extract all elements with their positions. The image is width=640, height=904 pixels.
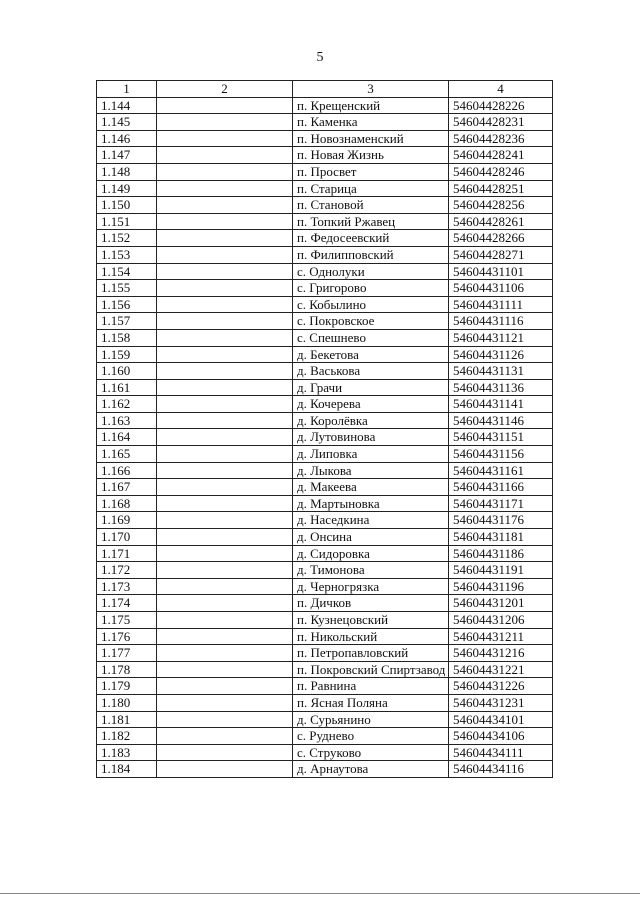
row-number-cell: 1.181 — [97, 711, 157, 728]
settlement-name-cell: д. Лутовинова — [293, 429, 449, 446]
column-header-4: 4 — [449, 81, 553, 98]
table-row — [97, 114, 553, 131]
page-bottom-rule — [0, 893, 640, 894]
empty-column-cell — [157, 280, 293, 297]
row-number-cell: 1.148 — [97, 163, 157, 180]
table-row — [97, 761, 553, 778]
table-row — [97, 645, 553, 662]
row-number-cell: 1.172 — [97, 562, 157, 579]
table-row — [97, 595, 553, 612]
column-header-3: 3 — [293, 81, 449, 98]
empty-column-cell — [157, 396, 293, 413]
row-number-cell: 1.171 — [97, 545, 157, 562]
row-number-cell: 1.173 — [97, 578, 157, 595]
row-number-cell: 1.179 — [97, 678, 157, 695]
empty-column-cell — [157, 114, 293, 131]
oktmo-code-cell: 54604431186 — [449, 545, 553, 562]
oktmo-code-cell: 54604431171 — [449, 495, 553, 512]
oktmo-code-cell: 54604428271 — [449, 246, 553, 263]
oktmo-code-cell: 54604431206 — [449, 612, 553, 629]
oktmo-code-cell: 54604431176 — [449, 512, 553, 529]
row-number-cell: 1.182 — [97, 728, 157, 745]
settlement-name-cell: д. Арнаутова — [293, 761, 449, 778]
row-number-cell: 1.174 — [97, 595, 157, 612]
settlement-name-cell: д. Бекетова — [293, 346, 449, 363]
empty-column-cell — [157, 363, 293, 380]
row-number-cell: 1.180 — [97, 694, 157, 711]
row-number-cell: 1.146 — [97, 130, 157, 147]
row-number-cell: 1.150 — [97, 197, 157, 214]
empty-column-cell — [157, 612, 293, 629]
table-row — [97, 329, 553, 346]
empty-column-cell — [157, 562, 293, 579]
settlement-name-cell: п. Каменка — [293, 114, 449, 131]
settlement-name-cell: с. Кобылино — [293, 296, 449, 313]
settlement-name-cell: п. Филипповский — [293, 246, 449, 263]
settlement-name-cell: с. Однолуки — [293, 263, 449, 280]
table-row — [97, 744, 553, 761]
settlement-name-cell: д. Сурьянино — [293, 711, 449, 728]
empty-column-cell — [157, 147, 293, 164]
settlement-name-cell: д. Тимонова — [293, 562, 449, 579]
settlement-name-cell: п. Новознаменский — [293, 130, 449, 147]
table-row — [97, 412, 553, 429]
empty-column-cell — [157, 479, 293, 496]
oktmo-code-cell: 54604431121 — [449, 329, 553, 346]
row-number-cell: 1.144 — [97, 97, 157, 114]
settlement-name-cell: п. Дичков — [293, 595, 449, 612]
table-row — [97, 246, 553, 263]
empty-column-cell — [157, 429, 293, 446]
row-number-cell: 1.167 — [97, 479, 157, 496]
settlement-name-cell: д. Васькова — [293, 363, 449, 380]
oktmo-code-cell: 54604428261 — [449, 213, 553, 230]
table-row — [97, 612, 553, 629]
table-row — [97, 213, 553, 230]
empty-column-cell — [157, 711, 293, 728]
row-number-cell: 1.170 — [97, 529, 157, 546]
settlement-name-cell: д. Черногрязка — [293, 578, 449, 595]
row-number-cell: 1.154 — [97, 263, 157, 280]
empty-column-cell — [157, 545, 293, 562]
table-row — [97, 512, 553, 529]
row-number-cell: 1.155 — [97, 280, 157, 297]
settlement-name-cell: д. Липовка — [293, 446, 449, 463]
settlement-name-cell: с. Спешнево — [293, 329, 449, 346]
empty-column-cell — [157, 512, 293, 529]
empty-column-cell — [157, 346, 293, 363]
settlement-name-cell: д. Мартыновка — [293, 495, 449, 512]
row-number-cell: 1.151 — [97, 213, 157, 230]
table-row — [97, 379, 553, 396]
row-number-cell: 1.163 — [97, 412, 157, 429]
table-row — [97, 396, 553, 413]
settlement-name-cell: п. Покровский Спиртзавод — [293, 661, 449, 678]
empty-column-cell — [157, 296, 293, 313]
oktmo-code-cell: 54604431216 — [449, 645, 553, 662]
empty-column-cell — [157, 97, 293, 114]
settlement-name-cell: п. Ясная Поляна — [293, 694, 449, 711]
oktmo-code-cell: 54604428251 — [449, 180, 553, 197]
table-row — [97, 678, 553, 695]
table-row — [97, 97, 553, 114]
oktmo-code-cell: 54604431211 — [449, 628, 553, 645]
row-number-cell: 1.178 — [97, 661, 157, 678]
empty-column-cell — [157, 645, 293, 662]
table-row — [97, 429, 553, 446]
row-number-cell: 1.184 — [97, 761, 157, 778]
settlement-name-cell: п. Федосеевский — [293, 230, 449, 247]
table-row — [97, 728, 553, 745]
settlement-name-cell: п. Старица — [293, 180, 449, 197]
oktmo-code-cell: 54604431136 — [449, 379, 553, 396]
settlement-name-cell: п. Кузнецовский — [293, 612, 449, 629]
table-body — [97, 97, 553, 777]
table-row — [97, 711, 553, 728]
row-number-cell: 1.158 — [97, 329, 157, 346]
empty-column-cell — [157, 263, 293, 280]
empty-column-cell — [157, 163, 293, 180]
oktmo-code-cell: 54604431196 — [449, 578, 553, 595]
row-number-cell: 1.175 — [97, 612, 157, 629]
table-row — [97, 545, 553, 562]
row-number-cell: 1.157 — [97, 313, 157, 330]
settlement-name-cell: п. Петропавловский — [293, 645, 449, 662]
table-row — [97, 197, 553, 214]
settlement-name-cell: с. Руднево — [293, 728, 449, 745]
oktmo-code-cell: 54604431111 — [449, 296, 553, 313]
table-row — [97, 446, 553, 463]
oktmo-code-cell: 54604431161 — [449, 462, 553, 479]
settlement-name-cell: д. Королёвка — [293, 412, 449, 429]
table-row — [97, 529, 553, 546]
row-number-cell: 1.176 — [97, 628, 157, 645]
oktmo-code-cell: 54604428241 — [449, 147, 553, 164]
empty-column-cell — [157, 578, 293, 595]
row-number-cell: 1.169 — [97, 512, 157, 529]
settlement-name-cell: с. Григорово — [293, 280, 449, 297]
row-number-cell: 1.149 — [97, 180, 157, 197]
row-number-cell: 1.153 — [97, 246, 157, 263]
empty-column-cell — [157, 130, 293, 147]
table-row — [97, 346, 553, 363]
row-number-cell: 1.183 — [97, 744, 157, 761]
oktmo-code-cell: 54604431141 — [449, 396, 553, 413]
row-number-cell: 1.166 — [97, 462, 157, 479]
empty-column-cell — [157, 313, 293, 330]
oktmo-code-cell: 54604431181 — [449, 529, 553, 546]
oktmo-code-cell: 54604431231 — [449, 694, 553, 711]
settlement-name-cell: д. Наседкина — [293, 512, 449, 529]
table-row — [97, 180, 553, 197]
settlement-name-cell: п. Равнина — [293, 678, 449, 695]
settlement-name-cell: п. Топкий Ржавец — [293, 213, 449, 230]
oktmo-code-cell: 54604431151 — [449, 429, 553, 446]
column-header-2: 2 — [157, 81, 293, 98]
empty-column-cell — [157, 412, 293, 429]
settlement-name-cell: с. Покровское — [293, 313, 449, 330]
empty-column-cell — [157, 529, 293, 546]
column-header-1: 1 — [97, 81, 157, 98]
table-row — [97, 628, 553, 645]
empty-column-cell — [157, 230, 293, 247]
row-number-cell: 1.160 — [97, 363, 157, 380]
oktmo-code-cell: 54604431221 — [449, 661, 553, 678]
table-row — [97, 462, 553, 479]
table-row — [97, 363, 553, 380]
empty-column-cell — [157, 180, 293, 197]
empty-column-cell — [157, 628, 293, 645]
empty-column-cell — [157, 678, 293, 695]
oktmo-code-cell: 54604428236 — [449, 130, 553, 147]
row-number-cell: 1.168 — [97, 495, 157, 512]
empty-column-cell — [157, 246, 293, 263]
oktmo-code-cell: 54604431116 — [449, 313, 553, 330]
oktmo-code-cell: 54604434111 — [449, 744, 553, 761]
row-number-cell: 1.145 — [97, 114, 157, 131]
row-number-cell: 1.177 — [97, 645, 157, 662]
table-header-row — [97, 81, 553, 98]
table-row — [97, 280, 553, 297]
oktmo-code-cell: 54604428231 — [449, 114, 553, 131]
oktmo-code-cell: 54604431101 — [449, 263, 553, 280]
oktmo-code-cell: 54604431191 — [449, 562, 553, 579]
settlement-codes-table — [96, 80, 553, 778]
settlement-name-cell: п. Крещенский — [293, 97, 449, 114]
empty-column-cell — [157, 595, 293, 612]
table-row — [97, 562, 553, 579]
empty-column-cell — [157, 761, 293, 778]
empty-column-cell — [157, 329, 293, 346]
settlement-name-cell: п. Новая Жизнь — [293, 147, 449, 164]
settlement-name-cell: п. Становой — [293, 197, 449, 214]
table-row — [97, 313, 553, 330]
table-row — [97, 163, 553, 180]
oktmo-code-cell: 54604431166 — [449, 479, 553, 496]
table-row — [97, 296, 553, 313]
table-row — [97, 147, 553, 164]
empty-column-cell — [157, 462, 293, 479]
row-number-cell: 1.152 — [97, 230, 157, 247]
table-row — [97, 479, 553, 496]
settlement-name-cell: д. Кочерева — [293, 396, 449, 413]
settlement-name-cell: д. Лыкова — [293, 462, 449, 479]
oktmo-code-cell: 54604431156 — [449, 446, 553, 463]
empty-column-cell — [157, 661, 293, 678]
page-number: 5 — [316, 50, 324, 65]
empty-column-cell — [157, 197, 293, 214]
empty-column-cell — [157, 495, 293, 512]
settlement-name-cell: п. Просвет — [293, 163, 449, 180]
oktmo-code-cell: 54604431226 — [449, 678, 553, 695]
settlement-name-cell: д. Онсина — [293, 529, 449, 546]
oktmo-code-cell: 54604431201 — [449, 595, 553, 612]
settlement-name-cell: д. Макеева — [293, 479, 449, 496]
table-row — [97, 263, 553, 280]
empty-column-cell — [157, 446, 293, 463]
row-number-cell: 1.165 — [97, 446, 157, 463]
table-row — [97, 495, 553, 512]
table-row — [97, 694, 553, 711]
oktmo-code-cell: 54604431146 — [449, 412, 553, 429]
empty-column-cell — [157, 694, 293, 711]
oktmo-code-cell: 54604428266 — [449, 230, 553, 247]
row-number-cell: 1.164 — [97, 429, 157, 446]
oktmo-code-cell: 54604434116 — [449, 761, 553, 778]
table-row — [97, 661, 553, 678]
settlement-name-cell: с. Струково — [293, 744, 449, 761]
oktmo-code-cell: 54604434106 — [449, 728, 553, 745]
row-number-cell: 1.147 — [97, 147, 157, 164]
table-row — [97, 578, 553, 595]
oktmo-code-cell: 54604431106 — [449, 280, 553, 297]
row-number-cell: 1.161 — [97, 379, 157, 396]
row-number-cell: 1.162 — [97, 396, 157, 413]
oktmo-code-cell: 54604431131 — [449, 363, 553, 380]
oktmo-code-cell: 54604428246 — [449, 163, 553, 180]
oktmo-code-cell: 54604428226 — [449, 97, 553, 114]
row-number-cell: 1.159 — [97, 346, 157, 363]
oktmo-code-cell: 54604428256 — [449, 197, 553, 214]
row-number-cell: 1.156 — [97, 296, 157, 313]
settlement-name-cell: п. Никольский — [293, 628, 449, 645]
settlement-name-cell: д. Сидоровка — [293, 545, 449, 562]
oktmo-code-cell: 54604434101 — [449, 711, 553, 728]
table-row — [97, 230, 553, 247]
table-row — [97, 130, 553, 147]
oktmo-code-cell: 54604431126 — [449, 346, 553, 363]
empty-column-cell — [157, 379, 293, 396]
settlement-name-cell: д. Грачи — [293, 379, 449, 396]
empty-column-cell — [157, 744, 293, 761]
empty-column-cell — [157, 213, 293, 230]
empty-column-cell — [157, 728, 293, 745]
